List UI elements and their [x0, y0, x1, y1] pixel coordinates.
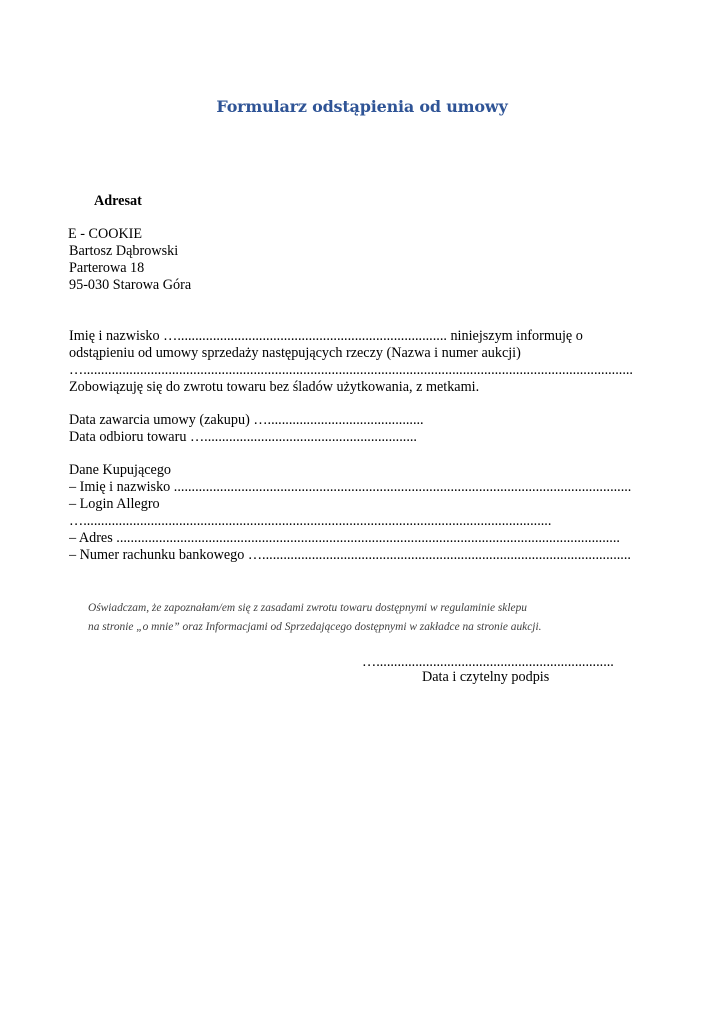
addressee-label: Adresat	[94, 193, 142, 209]
signature-label: Data i czytelny podpis	[422, 669, 550, 685]
buyer-login-dots: …....................................................................................................................................	[69, 513, 552, 529]
document-title: Formularz odstąpienia od umowy	[216, 97, 508, 116]
addressee-city: 95-030 Starowa Góra	[69, 277, 192, 293]
statement-line-2: na stronie „o mnie” oraz Informacjami od Sprzedającego dostępnymi w zakładce na stronie aukcji.	[88, 621, 542, 633]
body-line-items-dots: …...........................................................................................................................................................	[69, 362, 633, 378]
statement-line-1: Oświadczam, że zapoznałam/em się z zasadami zwrotu towaru dostępnymi w regulaminie sklepu	[88, 602, 527, 614]
buyer-login-field: – Login Allegro	[69, 496, 160, 512]
body-line-return-commitment: Zobowiązuję się do zwrotu towaru bez śladów użytkowania, z metkami.	[69, 379, 480, 395]
addressee-street: Parterowa 18	[69, 260, 145, 276]
signature-dots: …...................................................................	[362, 654, 614, 670]
buyer-account-field: – Numer rachunku bankowego …........................................................................................................	[69, 547, 631, 563]
buyer-address-field: – Adres ..............................................................................................................................................	[69, 530, 620, 546]
buyer-heading: Dane Kupującego	[69, 462, 172, 478]
contract-date-field: Data zawarcia umowy (zakupu) …............................................	[69, 412, 424, 428]
buyer-name-field: – Imię i nazwisko .................................................................................................................................	[69, 479, 632, 495]
body-line-withdrawal: odstąpieniu od umowy sprzedaży następujących rzeczy (Nazwa i numer aukcji)	[69, 345, 521, 361]
receipt-date-field: Data odbioru towaru …............................................................	[69, 429, 417, 445]
addressee-name: Bartosz Dąbrowski	[69, 243, 179, 259]
body-line-name-intro: Imię i nazwisko …............................................................................ niniejszym informuję o	[69, 328, 583, 344]
addressee-company: E - COOKIE	[68, 226, 143, 242]
